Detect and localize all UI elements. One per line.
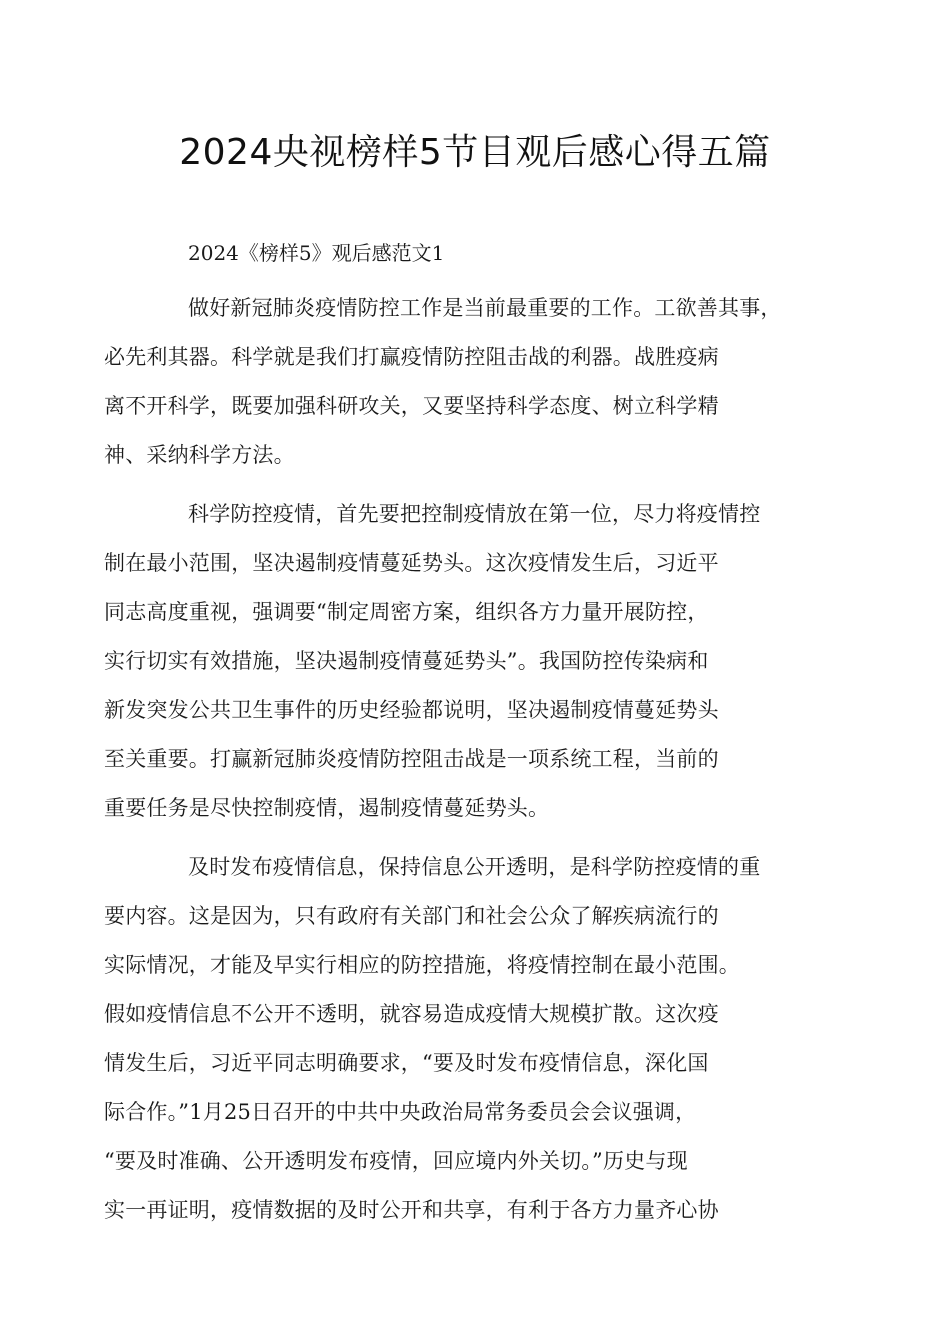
paragraph-line: 实际情况，才能及早实行相应的防控措施，将疫情控制在最小范围。 [104,953,740,977]
document-body [104,284,810,1245]
paragraph-line: 重要任务是尽快控制疫情，遏制疫情蔓延势头。 [104,796,550,820]
paragraph-line: 离不开科学，既要加强科研攻关，又要坚持科学态度、树立科学精 [104,394,719,418]
paragraph-line: 必先利其器。科学就是我们打赢疫情防控阻击战的利器。战胜疫病 [104,345,719,369]
paragraph-line: 情发生后，习近平同志明确要求，“要及时发布疫情信息，深化国 [104,1051,709,1075]
paragraph-line: 及时发布疫情信息，保持信息公开透明，是科学防控疫情的重 [188,855,761,879]
paragraph-line: 神、采纳科学方法。 [104,443,295,467]
paragraph-line: 要内容。这是因为，只有政府有关部门和社会公众了解疾病流行的 [104,904,719,928]
body-paragraph [104,843,810,1235]
body-paragraph [104,284,810,480]
paragraph-line: 际合作。”1月25日召开的中共中央政治局常务委员会会议强调， [104,1100,697,1124]
document-title: 2024央视榜样5节目观后感心得五篇 [179,132,771,173]
paragraph-line: 做好新冠肺炎疫情防控工作是当前最重要的工作。工欲善其事， [188,296,782,320]
paragraph-line: 假如疫情信息不公开不透明，就容易造成疫情大规模扩散。这次疫 [104,1002,719,1026]
paragraph-line: 实行切实有效措施，坚决遏制疫情蔓延势头”。我国防控传染病和 [104,649,709,673]
paragraph-line: 科学防控疫情，首先要把控制疫情放在第一位，尽力将疫情控 [188,502,761,526]
paragraph-line: 新发突发公共卫生事件的历史经验都说明，坚决遏制疫情蔓延势头 [104,698,719,722]
body-paragraph [104,490,810,833]
paragraph-line: 同志高度重视，强调要“制定周密方案，组织各方力量开展防控， [104,600,709,624]
section-subtitle: 2024《榜样5》观后感范文1 [188,241,445,265]
paragraph-line: “要及时准确、公开透明发布疫情，回应境内外关切。”历史与现 [104,1149,688,1173]
paragraph-line: 至关重要。打赢新冠肺炎疫情防控阻击战是一项系统工程，当前的 [104,747,719,771]
paragraph-line: 实一再证明，疫情数据的及时公开和共享，有利于各方力量齐心协 [104,1198,719,1222]
paragraph-line: 制在最小范围，坚决遏制疫情蔓延势头。这次疫情发生后，习近平 [104,551,719,575]
